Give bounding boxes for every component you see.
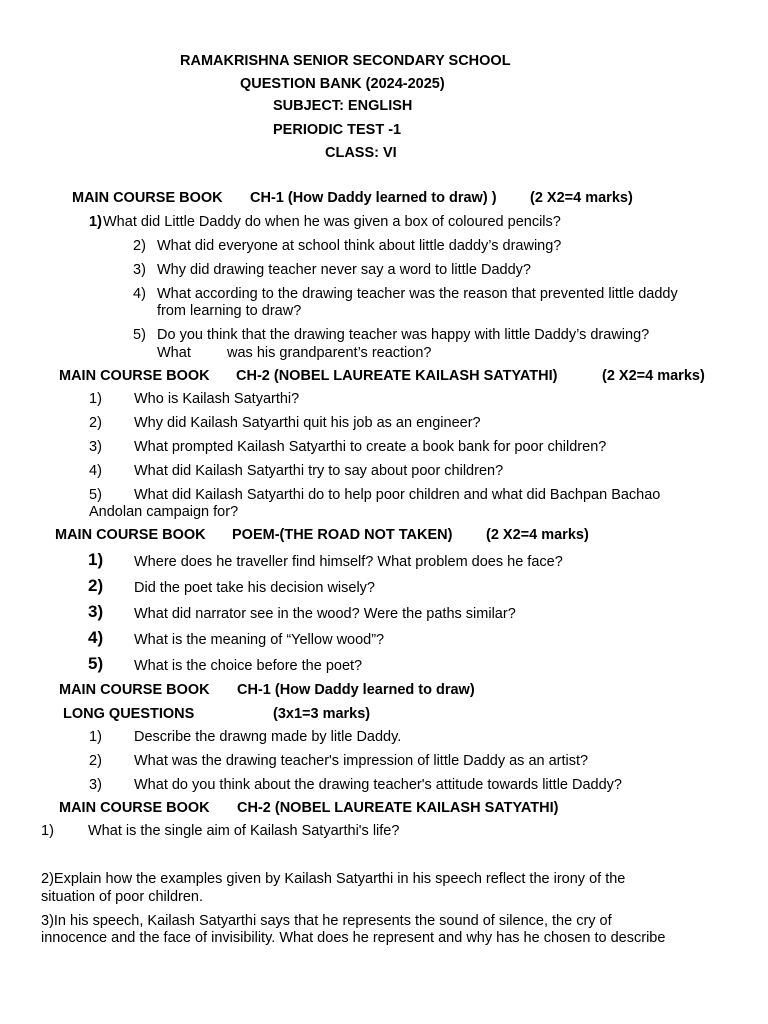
s5-q2-line1: 2)Explain how the examples given by Kailash Satyarthi in his speech reflect the irony of the (41, 871, 626, 887)
s3-q3-text: What did narrator see in the wood? Were the paths similar? (134, 606, 516, 622)
section-3-poem: POEM-(THE ROAD NOT TAKEN) (232, 527, 453, 543)
s5-q1-text: What is the single aim of Kailash Satyarthi's life? (88, 823, 400, 839)
s5-q2-line2: situation of poor children. (41, 889, 204, 905)
s1-q5-number: 5) (133, 327, 146, 343)
question-bank-title: QUESTION BANK (2024-2025) (240, 76, 445, 92)
class-heading: CLASS: VI (325, 145, 397, 161)
s4-q1-text: Describe the drawng made by litle Daddy. (134, 729, 402, 745)
s1-q5-line1: Do you think that the drawing teacher was happy with little Daddy’s drawing? (157, 327, 650, 343)
test-heading: PERIODIC TEST -1 (273, 122, 402, 138)
s3-q2-number: 2) (88, 576, 104, 595)
s2-q2-number: 2) (89, 415, 102, 431)
s3-q1-number: 1) (88, 550, 104, 569)
section-5-book: MAIN COURSE BOOK (59, 800, 210, 816)
s3-q4-text: What is the meaning of “Yellow wood”? (134, 632, 385, 648)
s4-q3-number: 3) (89, 777, 102, 793)
s1-q1-number: 1) (89, 214, 102, 230)
section-4-book: MAIN COURSE BOOK (59, 682, 210, 698)
section-2-book: MAIN COURSE BOOK (59, 368, 210, 384)
s4-q3-text: What do you think about the drawing teacher's attitude towards little Daddy? (134, 777, 622, 793)
s2-q5-line2: Andolan campaign for? (89, 504, 239, 520)
section-5-chapter: CH-2 (NOBEL LAUREATE KAILASH SATYATHI) (237, 800, 559, 816)
s1-q2-number: 2) (133, 238, 146, 254)
s1-q5-word: What (157, 345, 191, 361)
section-2-marks: (2 X2=4 marks) (602, 368, 705, 384)
s4-q1-number: 1) (89, 729, 102, 745)
section-2-chapter: CH-2 (NOBEL LAUREATE KAILASH SATYATHI) (236, 368, 558, 384)
s2-q5-number: 5) (89, 487, 102, 503)
section-1-chapter: CH-1 (How Daddy learned to draw) ) (250, 190, 497, 206)
s3-q5-number: 5) (88, 654, 104, 673)
s5-q1-number: 1) (41, 823, 54, 839)
s3-q4-number: 4) (88, 628, 104, 647)
s1-q1-text: What did Little Daddy do when he was given a box of coloured pencils? (103, 214, 561, 230)
s1-q4-line1: What according to the drawing teacher was the reason that prevented little daddy (157, 286, 678, 302)
s2-q4-number: 4) (89, 463, 102, 479)
school-name: RAMAKRISHNA SENIOR SECONDARY SCHOOL (180, 53, 511, 69)
s2-q1-text: Who is Kailash Satyarthi? (134, 391, 300, 407)
s4-q2-text: What was the drawing teacher's impression of little Daddy as an artist? (134, 753, 589, 769)
section-4-marks: (3x1=3 marks) (273, 706, 371, 722)
s1-q2-text: What did everyone at school think about little daddy’s drawing? (157, 238, 562, 254)
s1-q3-number: 3) (133, 262, 146, 278)
section-3-book: MAIN COURSE BOOK (55, 527, 206, 543)
s3-q3-number: 3) (88, 602, 104, 621)
s5-q3-line1: 3)In his speech, Kailash Satyarthi says that he represents the sound of silence, the cry of (41, 913, 612, 929)
s3-q5-text: What is the choice before the poet? (134, 658, 363, 674)
long-questions-heading: LONG QUESTIONS (63, 706, 195, 722)
s1-q4-line2: from learning to draw? (157, 303, 302, 319)
section-4-chapter: CH-1 (How Daddy learned to draw) (237, 682, 475, 698)
s1-q4-number: 4) (133, 286, 146, 302)
s5-q3-line2: innocence and the face of invisibility. What does he represent and why has he chosen to describe (41, 930, 666, 946)
s4-q2-number: 2) (89, 753, 102, 769)
s2-q5-text: What did Kailash Satyarthi do to help poor children and what did Bachpan Bachao (134, 487, 661, 503)
s2-q4-text: What did Kailash Satyarthi try to say about poor children? (134, 463, 504, 479)
section-1-marks: (2 X2=4 marks) (530, 190, 633, 206)
s1-q3-text: Why did drawing teacher never say a word to little Daddy? (157, 262, 531, 278)
s3-q1-text: Where does he traveller find himself? What problem does he face? (134, 554, 563, 570)
section-3-marks: (2 X2=4 marks) (486, 527, 589, 543)
s2-q2-text: Why did Kailash Satyarthi quit his job as an engineer? (134, 415, 481, 431)
s2-q1-number: 1) (89, 391, 102, 407)
section-1-book: MAIN COURSE BOOK (72, 190, 223, 206)
subject-heading: SUBJECT: ENGLISH (273, 98, 413, 114)
s2-q3-text: What prompted Kailash Satyarthi to create a book bank for poor children? (134, 439, 607, 455)
s3-q2-text: Did the poet take his decision wisely? (134, 580, 375, 596)
s1-q5-line2: was his grandparent’s reaction? (227, 345, 432, 361)
s2-q3-number: 3) (89, 439, 102, 455)
